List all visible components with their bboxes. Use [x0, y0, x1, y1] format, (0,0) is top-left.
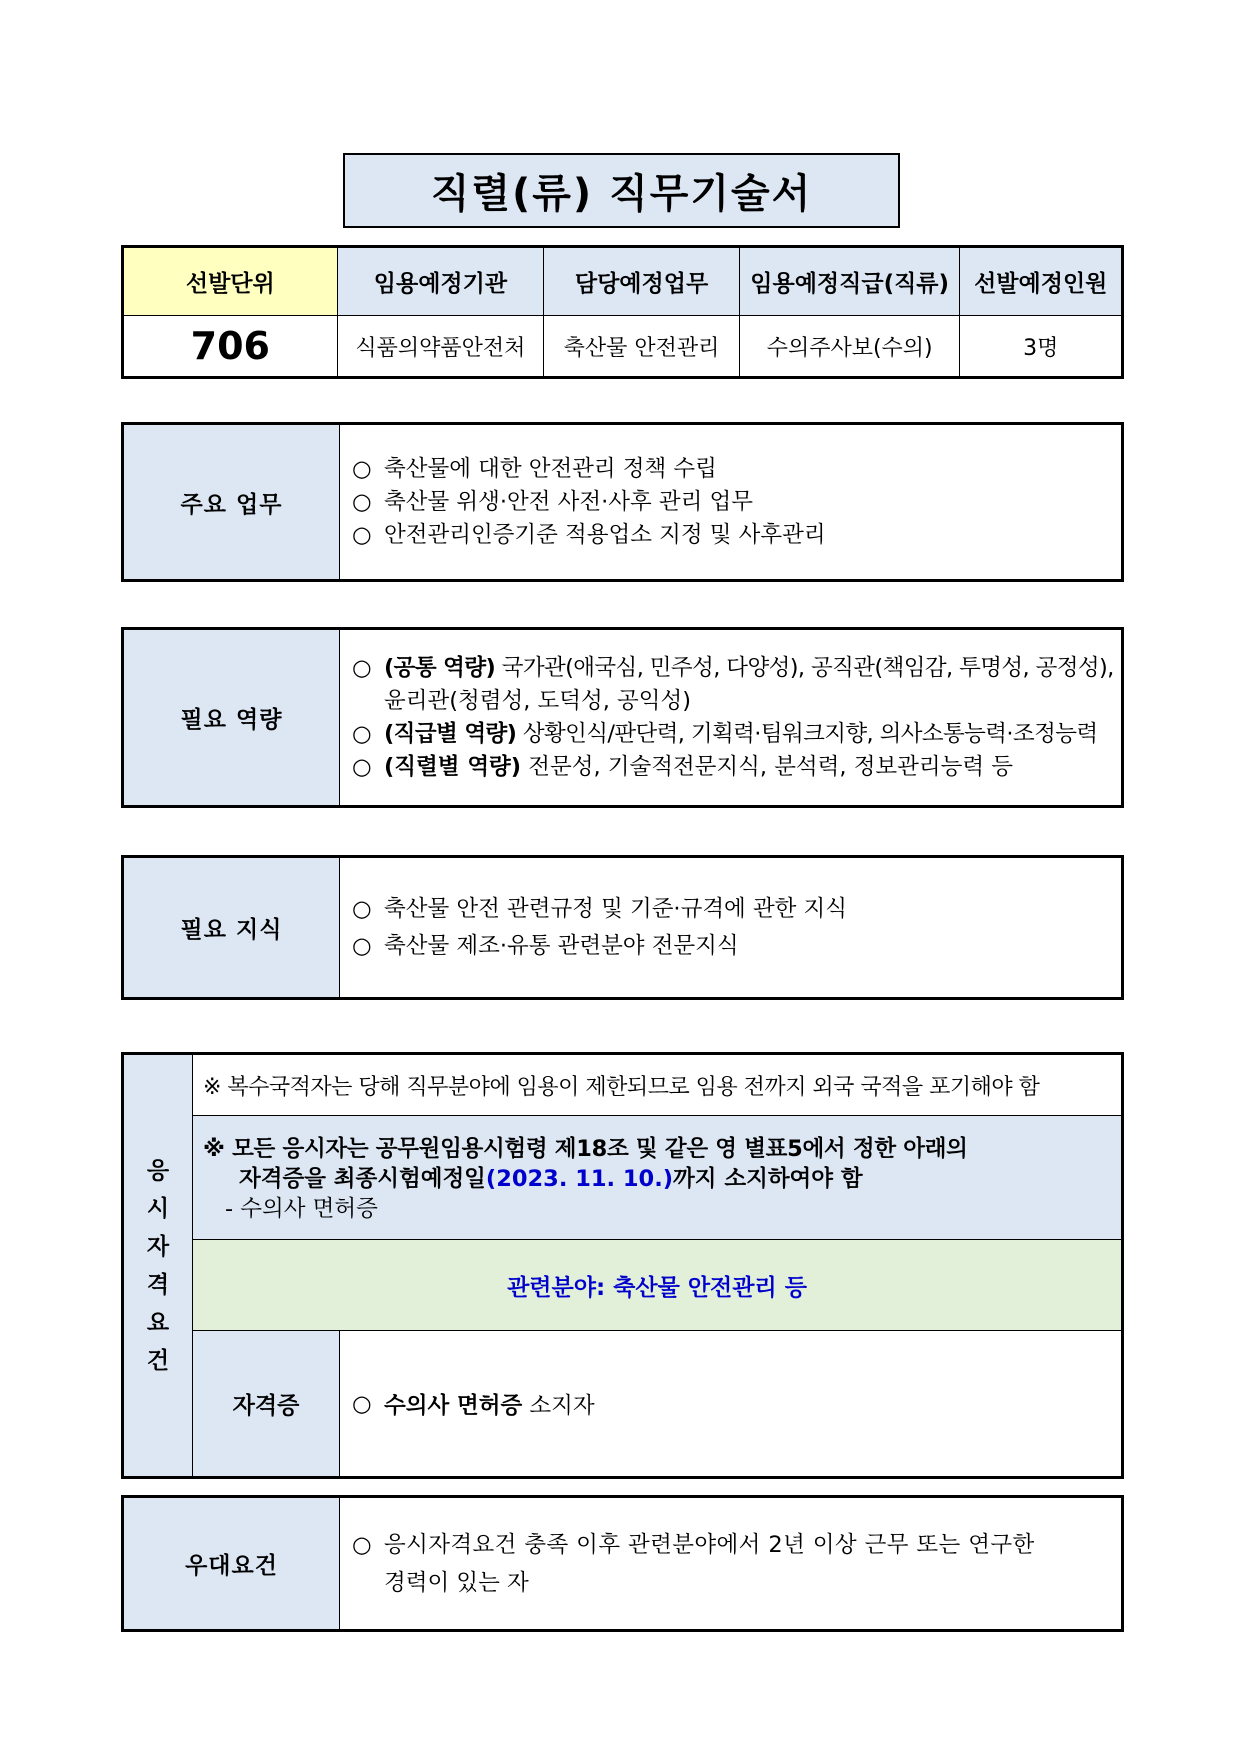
competencies-label: 필요 역량	[124, 630, 340, 805]
list-item: ○ 축산물에 대한 안전관리 정책 수립	[352, 453, 1109, 486]
value-headcount: 3명	[960, 316, 1123, 378]
exam-date: (2023. 11. 10.)	[485, 1166, 674, 1192]
value-agency: 식품의약품안전처	[337, 316, 544, 378]
knowledge-label: 필요 지식	[124, 858, 340, 997]
qualifications-label: 응 시 자 격 요 건	[124, 1055, 193, 1476]
value-grade: 수의주사보(수의)	[739, 316, 960, 378]
circle-bullet-icon: ○	[352, 1390, 372, 1417]
circle-bullet-icon: ○	[352, 753, 372, 780]
list-item: ○ 축산물 제조·유통 관련분야 전문지식	[352, 928, 1109, 965]
header-grade: 임용예정직급(직류)	[739, 247, 960, 316]
competencies-section	[121, 627, 1124, 808]
dual-nationality-note: ※ 복수국적자는 당해 직무분야에 임용이 제한되므로 임용 전까지 외국 국적을 포기해야 함	[193, 1055, 1121, 1116]
header-selection-unit: 선발단위	[123, 247, 338, 316]
qualifications-section	[121, 1052, 1124, 1479]
list-item-continuation: 경력이 있는 자	[384, 1569, 529, 1596]
circle-bullet-icon: ○	[352, 654, 372, 681]
certificate-row	[193, 1331, 1121, 1476]
list-item: ○ 응시자격요건 충족 이후 관련분야에서 2년 이상 근무 또는 연구한	[352, 1526, 1109, 1564]
main-duties-section	[121, 422, 1124, 582]
value-duty: 축산물 안전관리	[544, 316, 740, 378]
certificate-label: 자격증	[193, 1331, 340, 1476]
header-duty: 담당예정업무	[544, 247, 740, 316]
circle-bullet-icon: ○	[352, 1531, 372, 1558]
circle-bullet-icon: ○	[352, 488, 372, 515]
main-duties-label: 주요 업무	[124, 425, 340, 579]
list-item-continuation: 윤리관(청렴성, 도덕성, 공익성)	[384, 687, 691, 714]
circle-bullet-icon: ○	[352, 932, 372, 959]
circle-bullet-icon: ○	[352, 455, 372, 482]
license-notice: ※ 모든 응시자는 공무원임용시험령 제18조 및 같은 영 별표5에서 정한 아래의 자격증을 최종시험예정일(2023. 11. 10.)까지 소지하여야 함 - 수의사 면허증	[193, 1116, 1121, 1240]
header-headcount: 선발예정인원	[960, 247, 1123, 316]
circle-bullet-icon: ○	[352, 720, 372, 747]
page-title: 직렬(류) 직무기술서	[343, 153, 900, 228]
header-agency: 임용예정기관	[337, 247, 544, 316]
knowledge-section	[121, 855, 1124, 1000]
list-item: ○ (직렬별 역량) 전문성, 기술적전문지식, 분석력, 정보관리능력 등	[352, 751, 1114, 784]
list-item: ○ 축산물 위생·안전 사전·사후 관리 업무	[352, 486, 1109, 519]
list-item: ○ 안전관리인증기준 적용업소 지정 및 사후관리	[352, 519, 1109, 552]
circle-bullet-icon: ○	[352, 521, 372, 548]
list-item: ○ 축산물 안전 관련규정 및 기준·규격에 관한 지식	[352, 891, 1109, 928]
circle-bullet-icon: ○	[352, 895, 372, 922]
certificate-content: ○ 수의사 면허증 소지자	[352, 1390, 595, 1419]
list-item: ○ (공통 역량) 국가관(애국심, 민주성, 다양성), 공직관(책임감, 투명성, 공정성),	[352, 652, 1114, 685]
related-field: 관련분야: 축산물 안전관리 등	[193, 1240, 1121, 1331]
list-item: ○ (직급별 역량) 상황인식/판단력, 기획력·팀워크지향, 의사소통능력·조정능력	[352, 718, 1114, 751]
value-selection-unit: 706	[123, 316, 338, 378]
preferences-section	[121, 1495, 1124, 1632]
preferences-label: 우대요건	[124, 1498, 340, 1629]
selection-unit-table	[121, 245, 1124, 379]
